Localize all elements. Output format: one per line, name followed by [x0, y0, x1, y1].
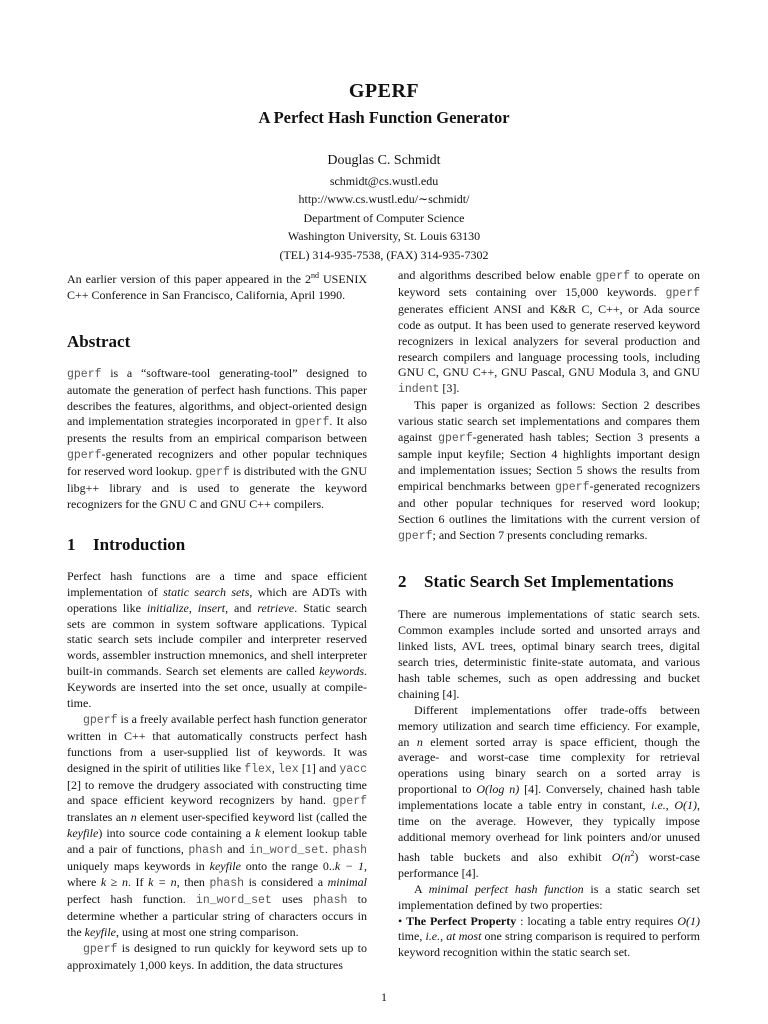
- author-email: schmidt@cs.wustl.edu: [329, 173, 439, 188]
- perfect-property-item: • The Perfect Property : locating a table entry requires O(1) time, i.e., at most one string comparison is required to perform keyword recognition within the static search set.: [398, 913, 701, 960]
- intro-paragraph-1: Perfect hash functions are a time and space efficient implementation of static search sets, which are ADTs with operations like initialize, insert, and retrieve. Static search sets are common in system software applications. Typical static search sets include compiler and interpreter reserved words, assembler instruction mnemonics, and shell interpreter built-in commands. Search set elements are called keywords. Keywords are inserted into the set once, usually at compile-time.: [67, 568, 368, 711]
- section2-paragraph-2: Different implementations offer trade-offs between memory utilization and search time efficiency. For example, an n element sorted array is space efficient, though the average- and worst-case time complexity for retrieval operations using binary search on a sorted array is proportional to O(log n) [4]. Conversely, chained hash table implementations locate a table entry in constant, i.e., O(1), time on the average. However, they typically impose additional memory overhead for link pointers and/or unused hash table buckets and also exhibit $O(n^2)$ worst-case performance [4].: [398, 702, 701, 880]
- section2-paragraph-3: A minimal perfect hash function is a static search set implementation defined by two properties:: [398, 881, 700, 912]
- right-column: [398, 268, 700, 961]
- author-department: Department of Computer Science: [303, 210, 465, 225]
- author-name: Douglas C. Schmidt: [327, 153, 441, 168]
- author-phone: (TEL) 314-935-7538, (FAX) 314-935-7302: [279, 247, 489, 262]
- bullet-icon: •: [398, 913, 403, 928]
- intro-paragraph-4: This paper is organized as follows: Section 2 describes various static search set implementations and compares them against gperf-generated hash tables; Section 3 presents a sample input keyfile; Section 4 highlights important design and implementation issues; Section 5 shows the results from empirical benchmarks between gperf-generated recognizers and other popular techniques for reserved word lookup; Section 6 outlines the limitations with the current version of gperf; and Section 7 presents concluding remarks.: [398, 398, 700, 543]
- left-column: [67, 268, 367, 973]
- version-note: An earlier version of this paper appeared in the 2nd USENIX C++ Conference in San Francisco, California, April 1990.: [67, 271, 367, 302]
- intro-paragraph-3-continued: and algorithms described below enable gperf to operate on keyword sets containing over 15,000 keywords. gperf generates efficient ANSI and K&R C, C++, or Ada source code as output. It has been used to generate reserved keyword recognizers in lexical analyzers for several production and research compilers and language processing tools, including GNU C, GNU C++, GNU Pascal, GNU Modula 3, and GNU indent [3].: [398, 268, 700, 397]
- abstract-heading: Abstract: [67, 331, 131, 351]
- abstract-paragraph: gperf is a “software-tool generating-tool” designed to automate the generation of perfect hash functions. This paper describes the features, algorithms, and object-oriented design and implementation strategies incorporated in gperf. It also presents the results from an empirical comparison between gperf-generated recognizers and other popular techniques for reserved word lookup. gperf is distributed with the GNU libg++ library and is used to generate the keyword recognizers for the GNU C and GNU C++ compilers.: [67, 365, 367, 511]
- section2-paragraph-1: There are numerous implementations of static search sets. Common examples include sorted and unsorted arrays and linked lists, AVL trees, optimal binary search trees, digital search tries, deterministic finite-state automata, and various hash table schemes, such as open addressing and bucket chaining [4].: [398, 607, 700, 701]
- page-number: 1: [381, 990, 387, 1004]
- intro-paragraph-2: gperf is a freely available perfect hash function generator written in C++ that automatically constructs perfect hash functions from a user-supplied list of keywords. It was designed in the spirit of utilities like flex, lex [1] and yacc [2] to remove the drudgery associated with constructing time and space efficient keyword recognizers by hand. gperf translates an n element user-specified keyword list (called the keyfile) into source code containing a k element lookup table and a pair of functions, phash and in_word_set. phash uniquely maps keywords in keyfile onto the range 0..k − 1, where k ≥ n. If k = n, then phash is considered a minimal perfect hash function. in_word_set uses phash to determine whether a particular string of characters occurs in the keyfile, using at most one string comparison.: [67, 711, 368, 939]
- section-heading-introduction: 1 Introduction: [67, 534, 186, 554]
- author-university: Washington University, St. Louis 63130: [287, 229, 481, 243]
- author-url: http://www.cs.wustl.edu/∼schmidt/: [298, 192, 470, 206]
- author-block: [0, 152, 768, 264]
- section-heading-static-search-sets: 2 Static Search Set Implementations: [398, 572, 674, 592]
- intro-paragraph-3: gperf is designed to run quickly for keyword sets up to approximately 1,000 keys. In addition, the data structures: [67, 940, 367, 972]
- paper-subtitle: A Perfect Hash Function Generator: [258, 108, 510, 127]
- paper-title: GPERF: [348, 80, 420, 102]
